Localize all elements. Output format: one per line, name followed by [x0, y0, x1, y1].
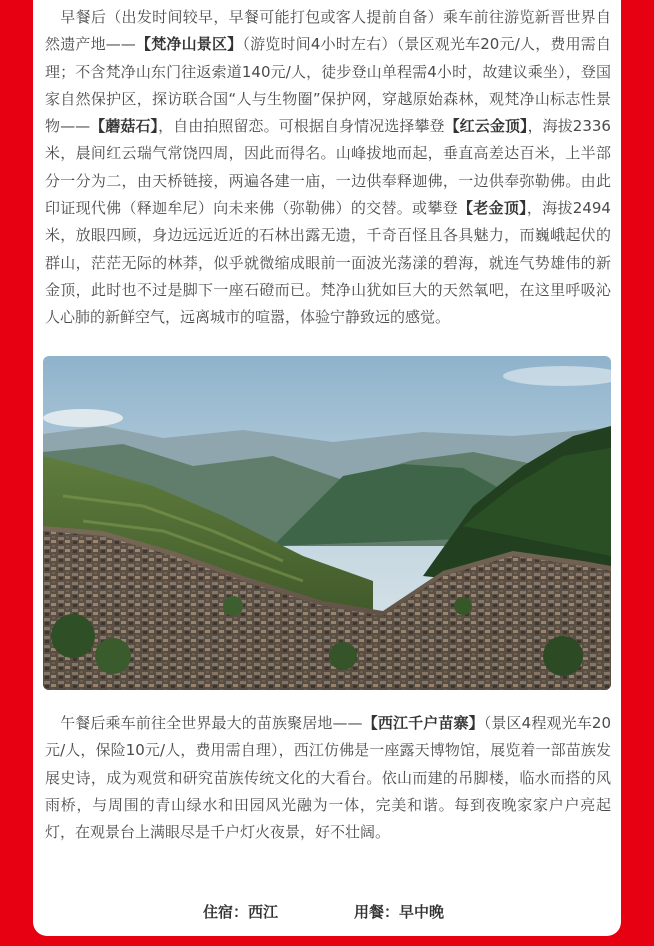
text-segment: ，自由拍照留恋。可根据自身情况选择攀登: [158, 117, 445, 136]
highlight-xijiang-miao-village: 【西江千户苗寨】: [362, 714, 484, 732]
highlight-fanjingshan: 【梵净山景区】: [135, 35, 243, 54]
highlight-old-golden-summit: 【老金顶】: [457, 199, 527, 218]
highlight-mushroom-rock: 【蘑菇石】: [90, 117, 159, 136]
meals-info: 用餐：早中晚: [354, 903, 445, 921]
text-segment: 早餐后（出发时间较早，早餐可能打包或客人提前自备）乘车前往游览新晋世界自然遗产地——: [45, 8, 611, 54]
text-segment: （景区4程观光车20元/人，保险10元/人，费用需自理），西江仿佛是一座露天博物馆，展览着一部苗族发展史诗，成为观赏和研究苗族传统文化的大看台。依山而建的吊脚楼，临水而搭的风雨桥，与周围的青山绿水和田园风光融为一体，完美和谐。每到夜晚家家户户亮起灯，在观景台上满眼尽是千户灯火夜景，好不壮阔。: [45, 714, 611, 842]
highlight-red-cloud-golden-summit: 【红云金顶】: [444, 117, 528, 136]
text-segment: 午餐后乘车前往全世界最大的苗族聚居地——: [45, 714, 363, 732]
text-segment: ，海拔2336米，晨间红云瑞气常饶四周，因此而得名。山峰拔地而起，垂直高差达百米，上半部分一分为二，由天桥链接，两遍各建一庙，一边供奉释迦佛，一边供奉弥勒佛。由此印证现代佛（释迦牟尼）向未来佛（弥勒佛）的交替。或攀登: [45, 117, 611, 218]
miao-village-photo: [43, 356, 611, 690]
afternoon-description-paragraph: [45, 710, 611, 846]
day-description-paragraph: [45, 4, 611, 332]
itinerary-card: [33, 0, 621, 936]
text-segment: ，海拔2494米，放眼四顾，身边远远近近的石林出露无遗，千奇百怪且各具魅力，而巍峨起伏的群山，茫茫无际的林莽，似乎就微缩成眼前一面波光荡漾的碧海，就连气势雄伟的新金顶，此时也不过是脚下一座石磴而已。梵净山犹如巨大的天然氧吧，在这里呼吸沁人心肺的新鲜空气，远离城市的喧嚣，体验宁静致远的感觉。: [45, 199, 611, 327]
text-segment: （游览时间4小时左右）（景区观光车20元/人，费用需自理；不含梵净山东门往返索道140元/人，徒步登山单程需4小时，故建议乘坐），登国家自然保护区，探访联合国“人与生物圈”保护网，穿越原始森林，观梵净山标志性景物——: [45, 35, 611, 136]
lodging-info: 住宿：西江: [203, 903, 279, 921]
